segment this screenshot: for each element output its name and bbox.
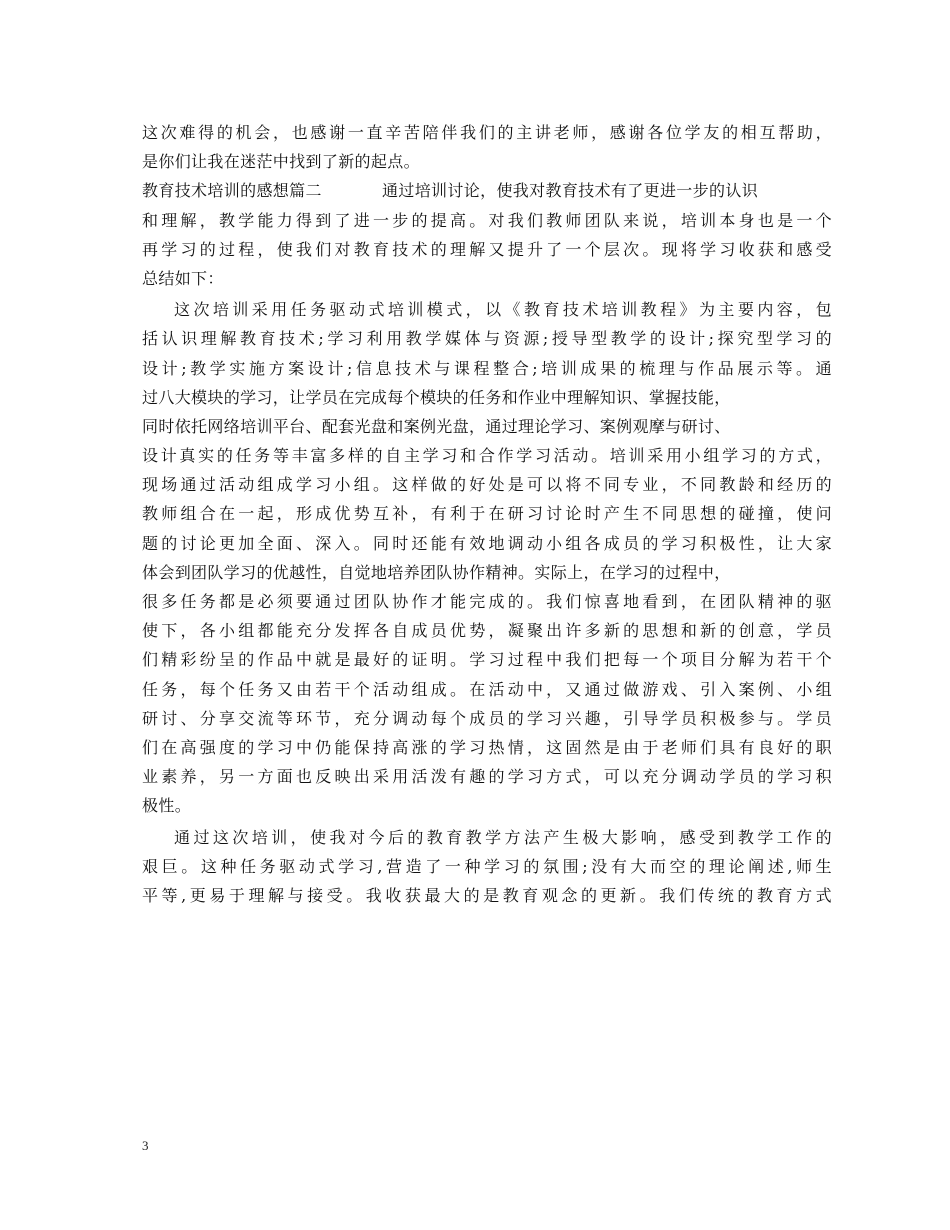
text-line: 极性。 xyxy=(142,796,192,816)
text-line: 平等,更易于理解与接受。我收获最大的是教育观念的更新。我们传统的教育方式 xyxy=(142,885,832,905)
section-heading-line xyxy=(142,176,832,205)
text-line: 设计真实的任务等丰富多样的自主学习和合作学习活动。培训采用小组学习的方式， xyxy=(142,446,832,466)
section-heading: 教育技术培训的感想篇二 xyxy=(142,181,322,201)
page-number: 3 xyxy=(142,1138,149,1153)
text-line: 总结如下： xyxy=(142,268,224,288)
text-line: 括认识理解教育技术;学习利用教学媒体与资源;授导型教学的设计;探究型学习的 xyxy=(142,329,832,349)
text-line: 们精彩纷呈的作品中就是最好的证明。学习过程中我们把每一个项目分解为若干个 xyxy=(142,650,832,670)
text-line: 是你们让我在迷茫中找到了新的起点。 xyxy=(142,152,420,172)
text-line: 业素养，另一方面也反映出采用活泼有趣的学习方式，可以充分调动学员的学习积 xyxy=(142,767,832,787)
text-line: 设计;教学实施方案设计;信息技术与课程整合;培训成果的梳理与作品展示等。通 xyxy=(142,358,832,378)
text-line: 这次难得的机会，也感谢一直辛苦陪伴我们的主讲老师，感谢各位学友的相互帮助， xyxy=(142,123,832,142)
text-line: 通过这次培训，使我对今后的教育教学方法产生极大影响，感受到教学工作的 xyxy=(174,827,832,847)
text-line: 这次培训采用任务驱动式培训模式，以《教育技术培训教程》为主要内容，包 xyxy=(174,300,832,320)
text-line: 和理解，教学能力得到了进一步的提高。对我们教师团队来说，培训本身也是一个 xyxy=(142,210,832,230)
text-line: 过八大模块的学习，让学员在完成每个模块的任务和作业中理解知识、掌握技能， xyxy=(142,387,731,407)
text-line: 体会到团队学习的优越性，自觉地培养团队协作精神。实际上，在学习的过程中， xyxy=(142,562,731,582)
text-line: 们在高强度的学习中仍能保持高涨的学习热情，这固然是由于老师们具有良好的职 xyxy=(142,737,832,757)
text-line: 再学习的过程，使我们对教育技术的理解又提升了一个层次。现将学习收获和感受 xyxy=(142,239,832,259)
text-line: 教师组合在一起，形成优势互补，有利于在研习讨论时产生不同思想的碰撞，使问 xyxy=(142,504,832,524)
text-line: 通过培训讨论，使我对教育技术有了更进一步的认识 xyxy=(382,181,759,201)
text-line: 任务，每个任务又由若干个活动组成。在活动中，又通过做游戏、引入案例、小组 xyxy=(142,679,832,699)
text-line: 使下，各小组都能充分发挥各自成员优势，凝聚出许多新的思想和新的创意，学员 xyxy=(142,621,832,641)
text-line: 艰巨。这种任务驱动式学习,营造了一种学习的氛围;没有大而空的理论阐述,师生 xyxy=(142,856,832,876)
body-text xyxy=(142,118,832,910)
text-line: 研讨、分享交流等环节，充分调动每个成员的学习兴趣，引导学员积极参与。学员 xyxy=(142,708,832,728)
text-line: 很多任务都是必须要通过团队协作才能完成的。我们惊喜地看到，在团队精神的驱 xyxy=(142,592,832,611)
text-line: 题的讨论更加全面、深入。同时还能有效地调动小组各成员的学习积极性，让大家 xyxy=(142,533,832,553)
text-line: 同时依托网络培训平台、配套光盘和案例光盘，通过理论学习、案例观摩与研讨、 xyxy=(142,416,731,436)
text-line: 现场通过活动组成学习小组。这样做的好处是可以将不同专业，不同教龄和经历的 xyxy=(142,475,832,495)
